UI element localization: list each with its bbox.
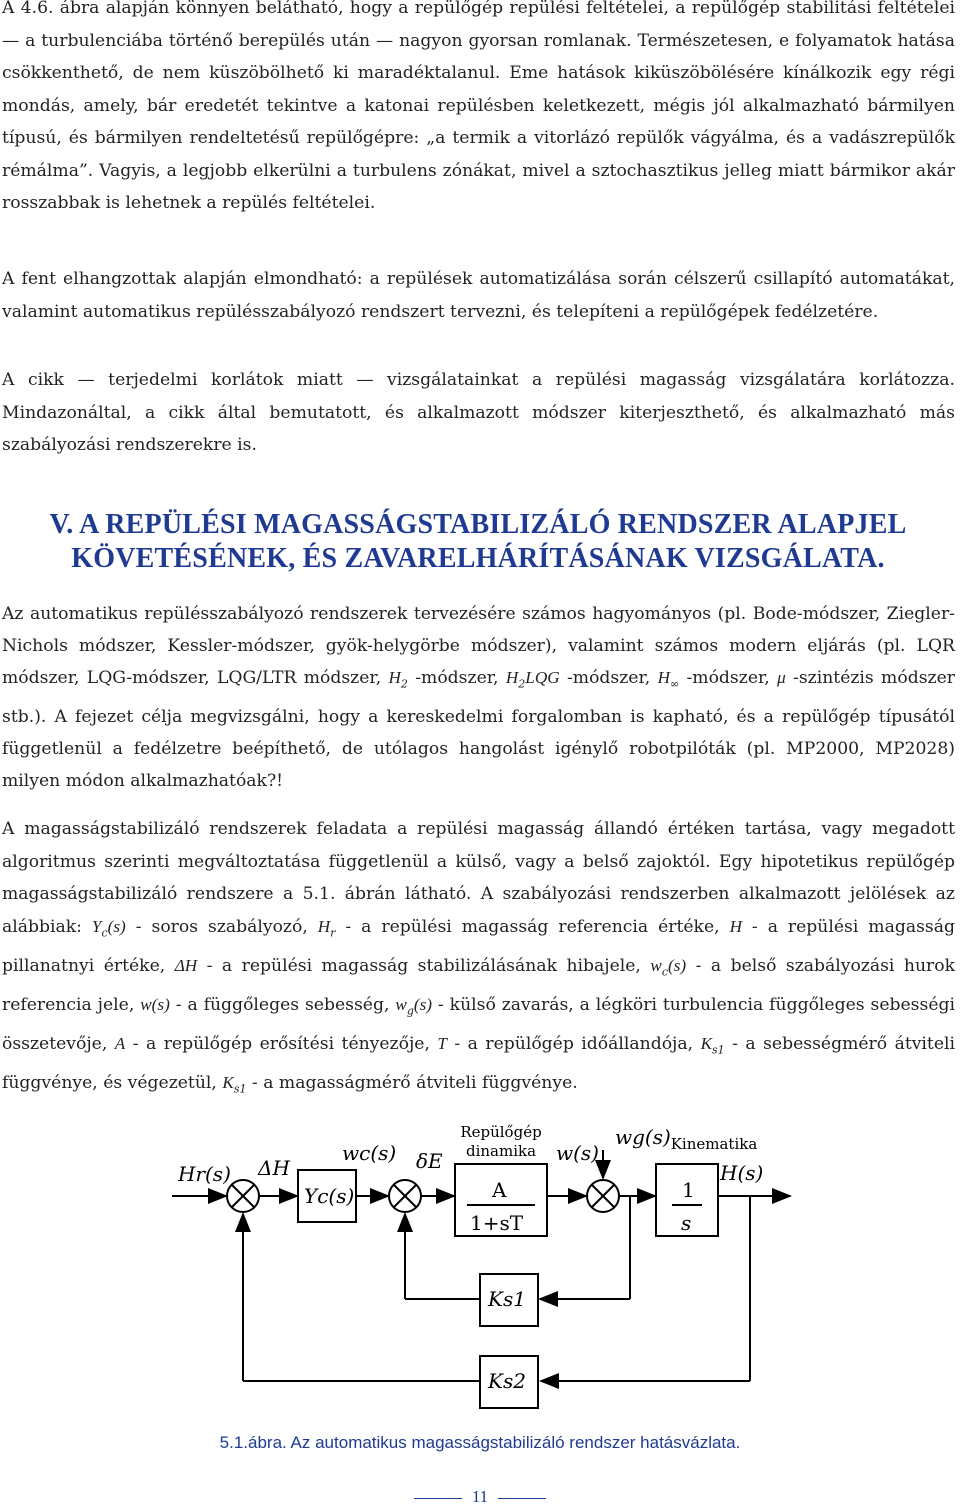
paragraph-scope: A cikk — terjedelmi korlátok miatt — vizsgálatainkat a repülési magasság vizsgálatára korlátozza. Mindazonáltal, a cikk által bemutatott, és alkalmazott módszer kiterjeszthető, és alkalmazható más szabályozási rendszerekre is. <box>2 370 955 455</box>
page-footer <box>0 1487 960 1507</box>
label-ks1: Ks1 <box>488 1287 526 1311</box>
label-yc: Yc(s) <box>304 1184 355 1208</box>
label-h: H(s) <box>720 1161 764 1185</box>
dynamics-den: 1+sT <box>470 1211 524 1235</box>
kinematics-num: 1 <box>682 1178 695 1202</box>
kinematics-den: s <box>681 1211 692 1235</box>
figure-caption: 5.1.ábra. Az automatikus magasságstabilizáló rendszer hatásvázlata. <box>219 1433 741 1452</box>
label-hr: Hr(s) <box>178 1162 231 1186</box>
label-wc: wc(s) <box>342 1141 397 1165</box>
paragraph-conclusion: A fent elhangzottak alapján elmondható: a repülések automatizálása során célszerű csillapító automatákat, valamint automatikus repülésszabályozó rendszert tervezni, és telepíteni a repülőgépek fedélzetére. <box>2 269 955 322</box>
page-number: 11 <box>471 1487 489 1506</box>
kinematics-title: Kinematika <box>670 1135 758 1153</box>
dynamics-num: A <box>492 1178 507 1202</box>
dynamics-title-2: dinamika <box>465 1142 537 1160</box>
label-ks2: Ks2 <box>488 1369 526 1393</box>
label-w: w(s) <box>556 1141 599 1165</box>
label-de: δE <box>416 1149 443 1173</box>
paragraph-methods: Az automatikus repülésszabályozó rendszerek tervezésére számos hagyományos (pl. Bode-módszer, Ziegler-Nichols módszer, Kessler-módszer, gyök-helygörbe módszer), valamint számos modern eljárás (pl. LQR módszer, LQG-módszer, LQG/LTR módszer, $H_2$ -módszer, $H_2LQG$ -módszer, $H_\infty$ -módszer, μ -szintézis módszer stb.). A fejezet célja megvizsgálni, hogy a kereskedelmi forgalomban is kapható, és a repülőgép típusától függetlenül a fedélzetre beépíthető, de utólagos hangolást igénylő robotpilóták (pl. MP2000, MP2028) milyen módon alkalmazhatóak?! <box>2 604 955 792</box>
section-heading: V. A REPÜLÉSI MAGASSÁGSTABILIZÁLÓ RENDSZER ALAPJEL KÖVETÉSÉNEK, ÉS ZAVARELHÁRÍTÁSÁNAK VIZSGÁLATA. <box>49 509 907 574</box>
paragraph-intro: A 4.6. ábra alapján könnyen belátható, hogy a repülőgép repülési feltételei, a repülőgép stabilitási feltételei — a turbulenciába történő berepülés után — nagyon gyorsan romlanak. Természetesen, e folyamatok hatása csökkenthető, de nem küszöbölhető ki maradéktalanul. Eme hatások kiküszöbölésére kínálkozik egy régi mondás, amely, bár eredetét tekintve a katonai repülésben keletkezett, mégis jól alkalmazható bármilyen típusú, és bármilyen rendeltetésű repülőgépre: „a termik a vitorlázó repülők vágyálma, és a vadászrepülők rémálma”. Vagyis, a legjobb elkerülni a turbulens zónákat, mivel a sztochasztikus jelleg miatt bármikor akár rosszabbak is lehetnek a repülés feltételei. <box>2 0 955 213</box>
paragraph-notation: A magasságstabilizáló rendszerek feladata a repülési magasság állandó értéken tartása, vagy megadott algoritmus szerinti megváltoztatása függetlenül a külső, vagy a belső zajoktól. Egy hipotetikus repülőgép magasságstabilizáló rendszere a 5.1. ábrán látható. A szabályozási rendszerben alkalmazott jelölések az alábbiak: $Y_c(s)$ - soros szabályozó, $H_r$ - a repülési magasság referencia értéke, H - a repülési magasság pillanatnyi értéke, ΔH - a repülési magasság stabilizálásának hibajele, $w_c(s)$ - a belső szabályozási hurok referencia jele, w(s) - a függőleges sebesség, $w_g(s)$ - külső zavarás, a légköri turbulencia függőleges sebességi összetevője, A - a repülőgép erősítési tényezője, T - a repülőgép időállandója, $K_{s1}$ - a sebességmérő átviteli függvénye, és végezetül, $K_{s1}$ - a magasságmérő átviteli függvénye. <box>2 819 956 1096</box>
label-dh: ΔH <box>258 1156 290 1180</box>
dynamics-title-1: Repülőgép <box>460 1123 542 1141</box>
label-wg: wg(s) <box>615 1125 671 1149</box>
